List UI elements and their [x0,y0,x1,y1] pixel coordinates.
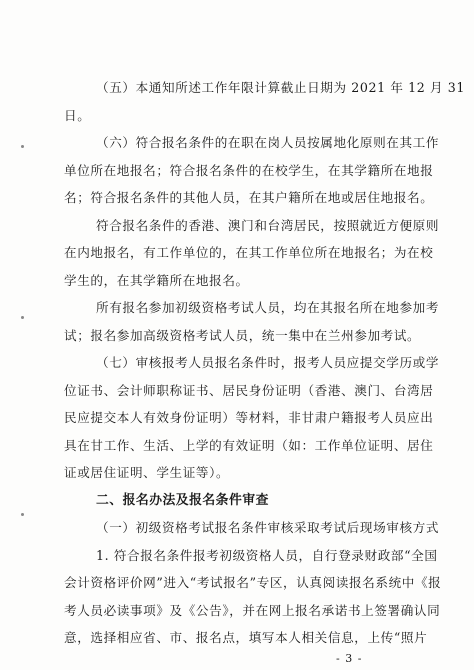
paragraph-line: 单位所在地报名；符合报名条件的在校学生，在其学籍所在地报 [64,163,434,178]
paragraph-line: 考人员必读事项》及《公告》，并在网上报名承诺书上签署确认同 [64,603,441,618]
page-number: - 3 - [336,652,363,665]
paragraph-line: 符合报名条件的香港、澳门和台湾居民，按照就近方便原则 [96,218,440,233]
paragraph-line: 证或居住证明、学生证等）。 [64,465,230,480]
paragraph-line: （七）审核报考人员报名条件时，报考人员应提交学历或学 [96,355,440,370]
paragraph-line: 名；符合报名条件的其他人员，在其户籍所在地或居住地报名。 [64,190,434,205]
paragraph-line: 学生的，在其学籍所在地报名。 [64,273,249,288]
paragraph-line: （六）符合报名条件的在职在岗人员按属地化原则在其工作 [96,135,440,150]
margin-mark [21,316,24,319]
paragraph-line: 位证书、会计师职称证书、居民身份证明（香港、澳门、台湾居 [64,383,434,398]
paragraph-line: （五）本通知所述工作年限计算截止日期为 2021 年 12 月 31 [96,80,465,95]
margin-mark [21,145,24,148]
paragraph-line: 会计资格评价网”进入“考试报名”专区，认真阅读报名系统中《报 [64,575,442,590]
paragraph-line: 意，选择相应省、市、报名点，填写本人相关信息，上传“照片 [64,630,428,645]
paragraph-line: 民应提交本人有效身份证明）等材料，非甘肃户籍报考人员应出 [64,410,434,425]
margin-mark [21,513,24,516]
paragraph-line: 试；报名参加高级资格考试人员，统一集中在兰州参加考试。 [64,328,421,343]
paragraph-line: 具在甘工作、生活、上学的有效证明（如：工作单位证明、居住 [64,438,434,453]
section-heading: 二、报名办法及报名条件审查 [96,493,269,508]
paragraph-line: 所有报名参加初级资格考试人员，均在其报名所在地参加考 [96,300,440,315]
paragraph-line: （一）初级资格考试报名条件审核采取考试后现场审核方式 [96,520,440,535]
paragraph-line: 在内地报名，有工作单位的，在其工作单位所在地报名；为在校 [64,245,434,260]
paragraph-line: 1. 符合报名条件报考初级资格人员，自行登录财政部“全国 [96,548,438,563]
paragraph-line: 日。 [64,108,91,123]
